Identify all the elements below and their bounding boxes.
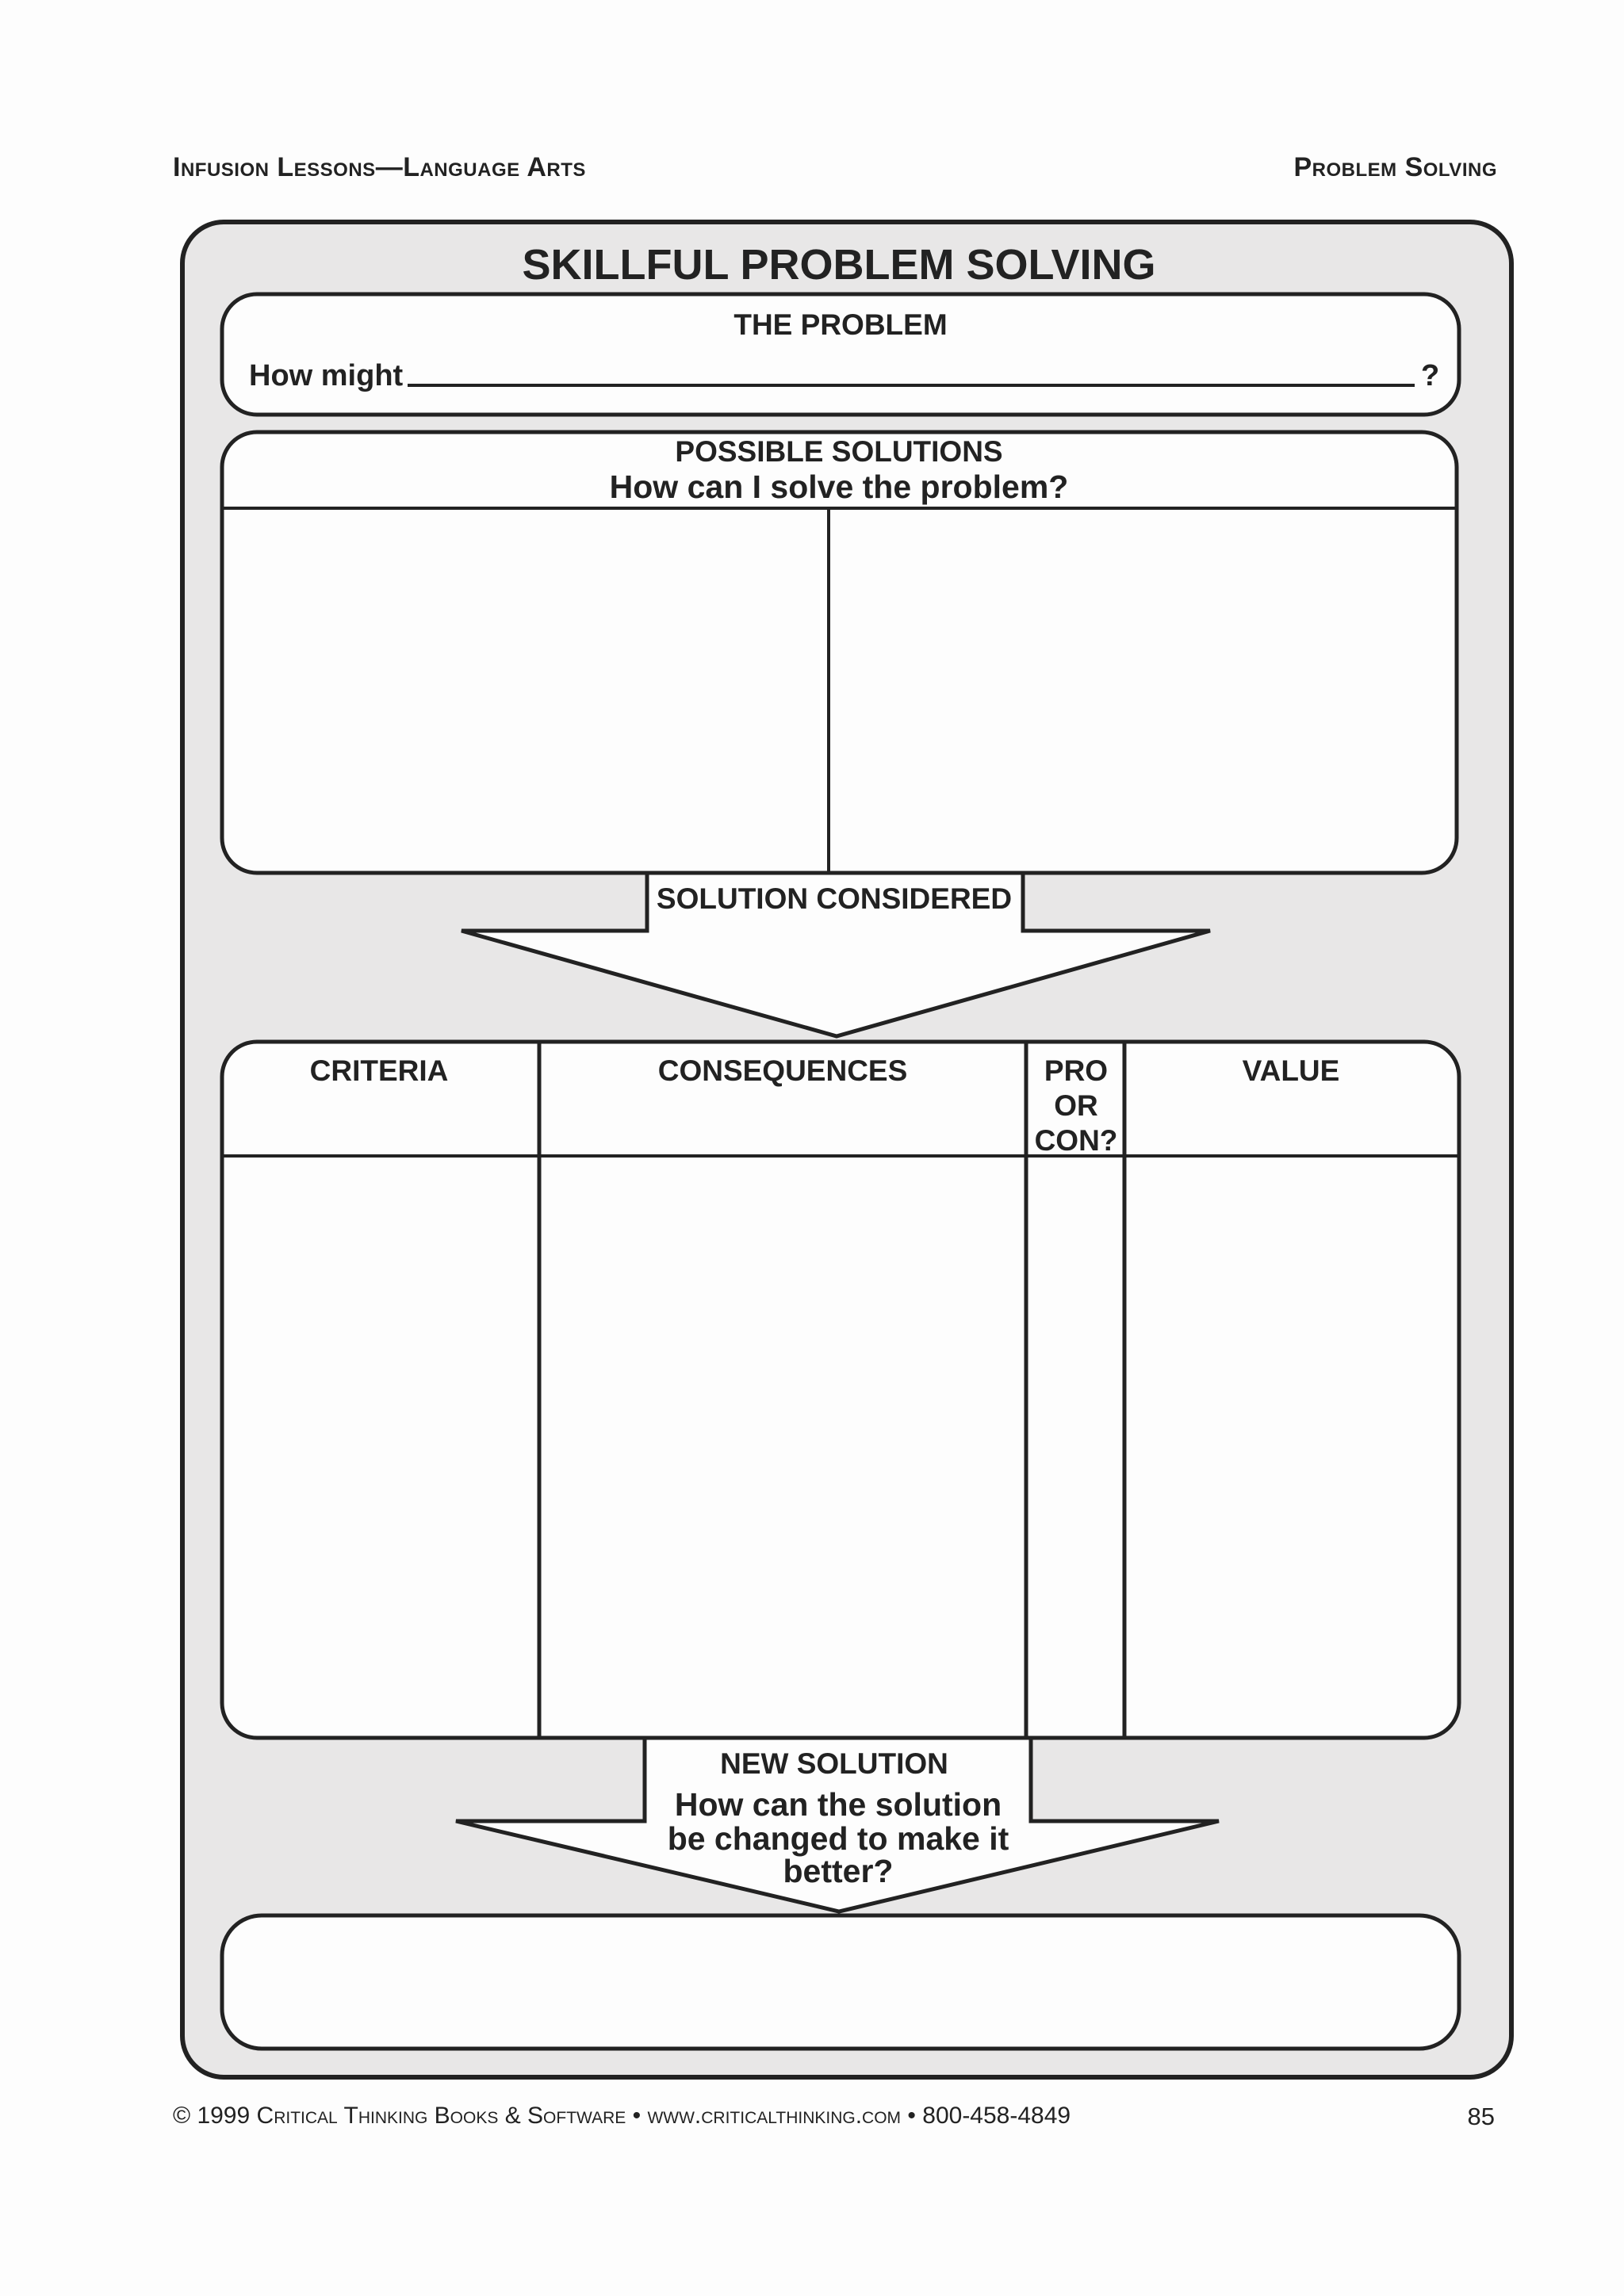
criteria-cell[interactable] (230, 1161, 534, 1728)
footer-credits (173, 2103, 1071, 2130)
footer-website-link[interactable]: www.criticalthinking.com (647, 2103, 902, 2129)
solution-area-right[interactable] (834, 512, 1449, 861)
new-solution-question-line-3: better? (783, 1853, 894, 1889)
column-header-con: CON? (1034, 1124, 1118, 1157)
footer-phone: 800-458-4849 (922, 2103, 1071, 2129)
column-header-pro: PRO (1044, 1054, 1109, 1087)
consequences-cell[interactable] (544, 1161, 1021, 1728)
page-number: 85 (1467, 2103, 1495, 2130)
footer-publisher: Critical Thinking Books & Software (256, 2103, 626, 2129)
new-solution-question-line-2: be changed to make it (667, 1820, 1009, 1857)
problem-heading: THE PROBLEM (733, 308, 948, 341)
solution-area-left[interactable] (230, 512, 823, 861)
pro-con-cell[interactable] (1031, 1161, 1120, 1728)
worksheet-title: SKILLFUL PROBLEM SOLVING (522, 241, 1156, 289)
new-solution-box[interactable] (222, 1915, 1459, 2049)
column-header-or: OR (1054, 1089, 1098, 1122)
footer-separator-1: • (632, 2103, 642, 2129)
footer-separator-2: • (907, 2103, 916, 2129)
new-solution-heading: NEW SOLUTION (720, 1747, 948, 1780)
running-header-left: Infusion Lessons—Language Arts (173, 152, 586, 182)
solutions-question: How can I solve the problem? (609, 469, 1069, 505)
new-solution-question-line-1: How can the solution (674, 1786, 1002, 1823)
solution-considered-label: SOLUTION CONSIDERED (656, 882, 1013, 915)
running-header-right: Problem Solving (1293, 152, 1497, 182)
column-header-criteria: CRITERIA (309, 1054, 449, 1087)
solutions-heading: POSSIBLE SOLUTIONS (675, 435, 1003, 468)
problem-prompt: How might (249, 359, 404, 392)
column-header-value: VALUE (1242, 1054, 1340, 1087)
problem-question-mark: ? (1421, 359, 1440, 392)
footer-copyright: © 1999 (173, 2103, 251, 2129)
column-header-consequences: CONSEQUENCES (657, 1054, 908, 1087)
value-cell[interactable] (1129, 1161, 1450, 1728)
